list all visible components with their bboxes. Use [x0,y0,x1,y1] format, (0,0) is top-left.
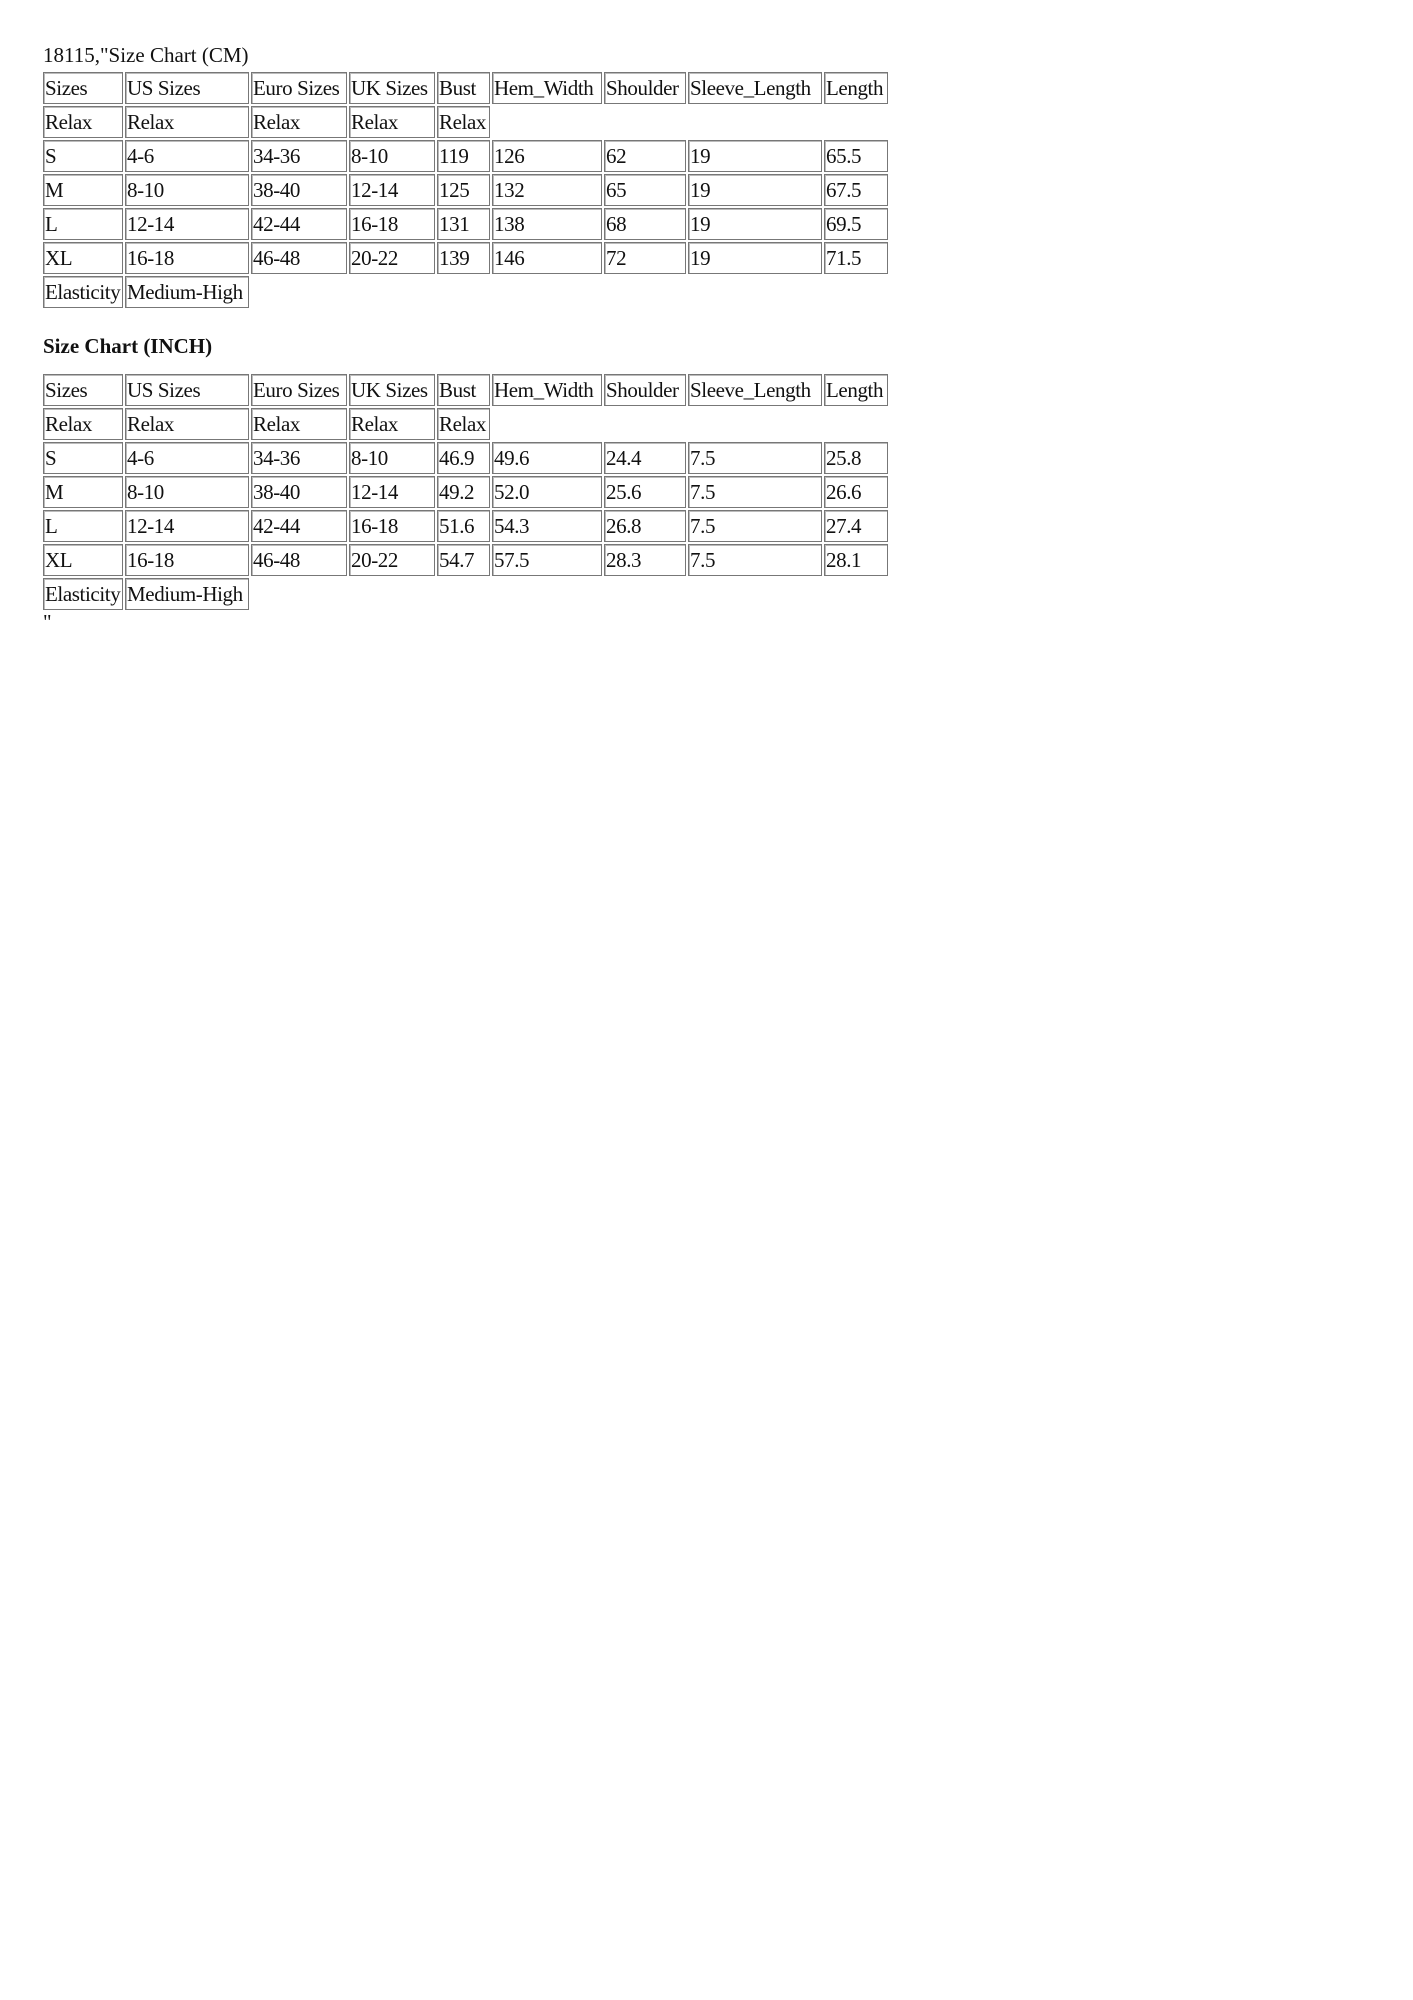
table-cell: 65 [604,174,686,206]
empty-cell [251,276,888,308]
fit-cell: Relax [437,408,490,440]
document-heading: 18115,"Size Chart (CM) [43,43,249,67]
table-cell: 46-48 [251,242,347,274]
table-cell: 139 [437,242,490,274]
size-chart-cm-table [41,70,890,310]
header-cell: Sizes [43,72,123,104]
table-cell: 4-6 [125,140,249,172]
table-cell: 68 [604,208,686,240]
table-cell: 146 [492,242,602,274]
table-header-row [43,374,888,406]
empty-cell [492,408,888,440]
fit-cell: Relax [251,408,347,440]
elasticity-row [43,276,888,308]
table-cell: 69.5 [824,208,888,240]
closing-quote: " [43,610,52,634]
table-cell: 71.5 [824,242,888,274]
table-cell: 57.5 [492,544,602,576]
fit-cell: Relax [43,106,123,138]
table-cell: 4-6 [125,442,249,474]
table-cell: 72 [604,242,686,274]
size-chart-inch-table [41,372,890,612]
header-cell: Sleeve_Length [688,72,822,104]
inch-chart-title: Size Chart (INCH) [43,334,213,358]
table-cell: 42-44 [251,208,347,240]
fit-cell: Relax [43,408,123,440]
fit-row [43,408,888,440]
table-cell: 132 [492,174,602,206]
table-cell: 46.9 [437,442,490,474]
table-cell: 34-36 [251,140,347,172]
fit-cell: Relax [251,106,347,138]
table-cell: 16-18 [125,242,249,274]
fit-cell: Relax [349,408,435,440]
table-cell: 20-22 [349,544,435,576]
table-cell: 27.4 [824,510,888,542]
table-cell: 19 [688,208,822,240]
table-cell: 49.2 [437,476,490,508]
table-cell: 8-10 [125,174,249,206]
header-cell: Shoulder [604,374,686,406]
header-cell: Euro Sizes [251,374,347,406]
table-cell: 138 [492,208,602,240]
table-cell: S [43,140,123,172]
table-cell: 125 [437,174,490,206]
table-row [43,442,888,474]
table-cell: 67.5 [824,174,888,206]
table-cell: 8-10 [349,442,435,474]
table-cell: 20-22 [349,242,435,274]
table-cell: L [43,510,123,542]
table-cell: S [43,442,123,474]
header-cell: US Sizes [125,374,249,406]
fit-cell: Relax [125,106,249,138]
header-cell: UK Sizes [349,72,435,104]
header-cell: Sizes [43,374,123,406]
table-cell: 25.8 [824,442,888,474]
table-cell: 19 [688,242,822,274]
table-cell: 12-14 [349,174,435,206]
table-cell: 42-44 [251,510,347,542]
table-row [43,140,888,172]
table-cell: 19 [688,140,822,172]
table-cell: 8-10 [349,140,435,172]
table-cell: 51.6 [437,510,490,542]
table-cell: M [43,476,123,508]
fit-row [43,106,888,138]
fit-cell: Relax [349,106,435,138]
table-cell: 26.6 [824,476,888,508]
empty-cell [492,106,888,138]
table-cell: 7.5 [688,544,822,576]
elasticity-row [43,578,888,610]
table-cell: 7.5 [688,476,822,508]
table-cell: M [43,174,123,206]
table-cell: XL [43,242,123,274]
header-cell: Bust [437,374,490,406]
table-cell: 12-14 [125,208,249,240]
table-cell: 28.1 [824,544,888,576]
table-row [43,242,888,274]
header-cell: Hem_Width [492,374,602,406]
fit-cell: Relax [437,106,490,138]
table-row [43,476,888,508]
elasticity-label-cell: Elasticity [43,578,123,610]
table-row [43,544,888,576]
table-cell: 7.5 [688,442,822,474]
table-cell: 16-18 [349,510,435,542]
table-row [43,510,888,542]
table-cell: 7.5 [688,510,822,542]
table-cell: 24.4 [604,442,686,474]
table-cell: 19 [688,174,822,206]
table-cell: 46-48 [251,544,347,576]
header-cell: Length [824,374,888,406]
table-row [43,208,888,240]
header-cell: Sleeve_Length [688,374,822,406]
table-cell: 52.0 [492,476,602,508]
table-cell: 54.7 [437,544,490,576]
table-cell: 25.6 [604,476,686,508]
elasticity-label-cell: Elasticity [43,276,123,308]
table-cell: 49.6 [492,442,602,474]
table-cell: 126 [492,140,602,172]
table-cell: 34-36 [251,442,347,474]
table-cell: 16-18 [125,544,249,576]
header-cell: US Sizes [125,72,249,104]
table-cell: 119 [437,140,490,172]
header-cell: Bust [437,72,490,104]
header-cell: Hem_Width [492,72,602,104]
header-cell: Euro Sizes [251,72,347,104]
elasticity-value-cell: Medium-High [125,276,249,308]
table-cell: 26.8 [604,510,686,542]
header-cell: Length [824,72,888,104]
table-cell: 38-40 [251,174,347,206]
table-header-row [43,72,888,104]
header-cell: UK Sizes [349,374,435,406]
header-cell: Shoulder [604,72,686,104]
table-cell: 8-10 [125,476,249,508]
table-cell: 16-18 [349,208,435,240]
empty-cell [251,578,888,610]
table-cell: 62 [604,140,686,172]
fit-cell: Relax [125,408,249,440]
table-cell: 65.5 [824,140,888,172]
table-cell: L [43,208,123,240]
table-row [43,174,888,206]
table-cell: XL [43,544,123,576]
table-cell: 12-14 [125,510,249,542]
table-cell: 12-14 [349,476,435,508]
elasticity-value-cell: Medium-High [125,578,249,610]
document-page [43,42,890,632]
table-cell: 131 [437,208,490,240]
table-cell: 54.3 [492,510,602,542]
table-cell: 38-40 [251,476,347,508]
table-cell: 28.3 [604,544,686,576]
